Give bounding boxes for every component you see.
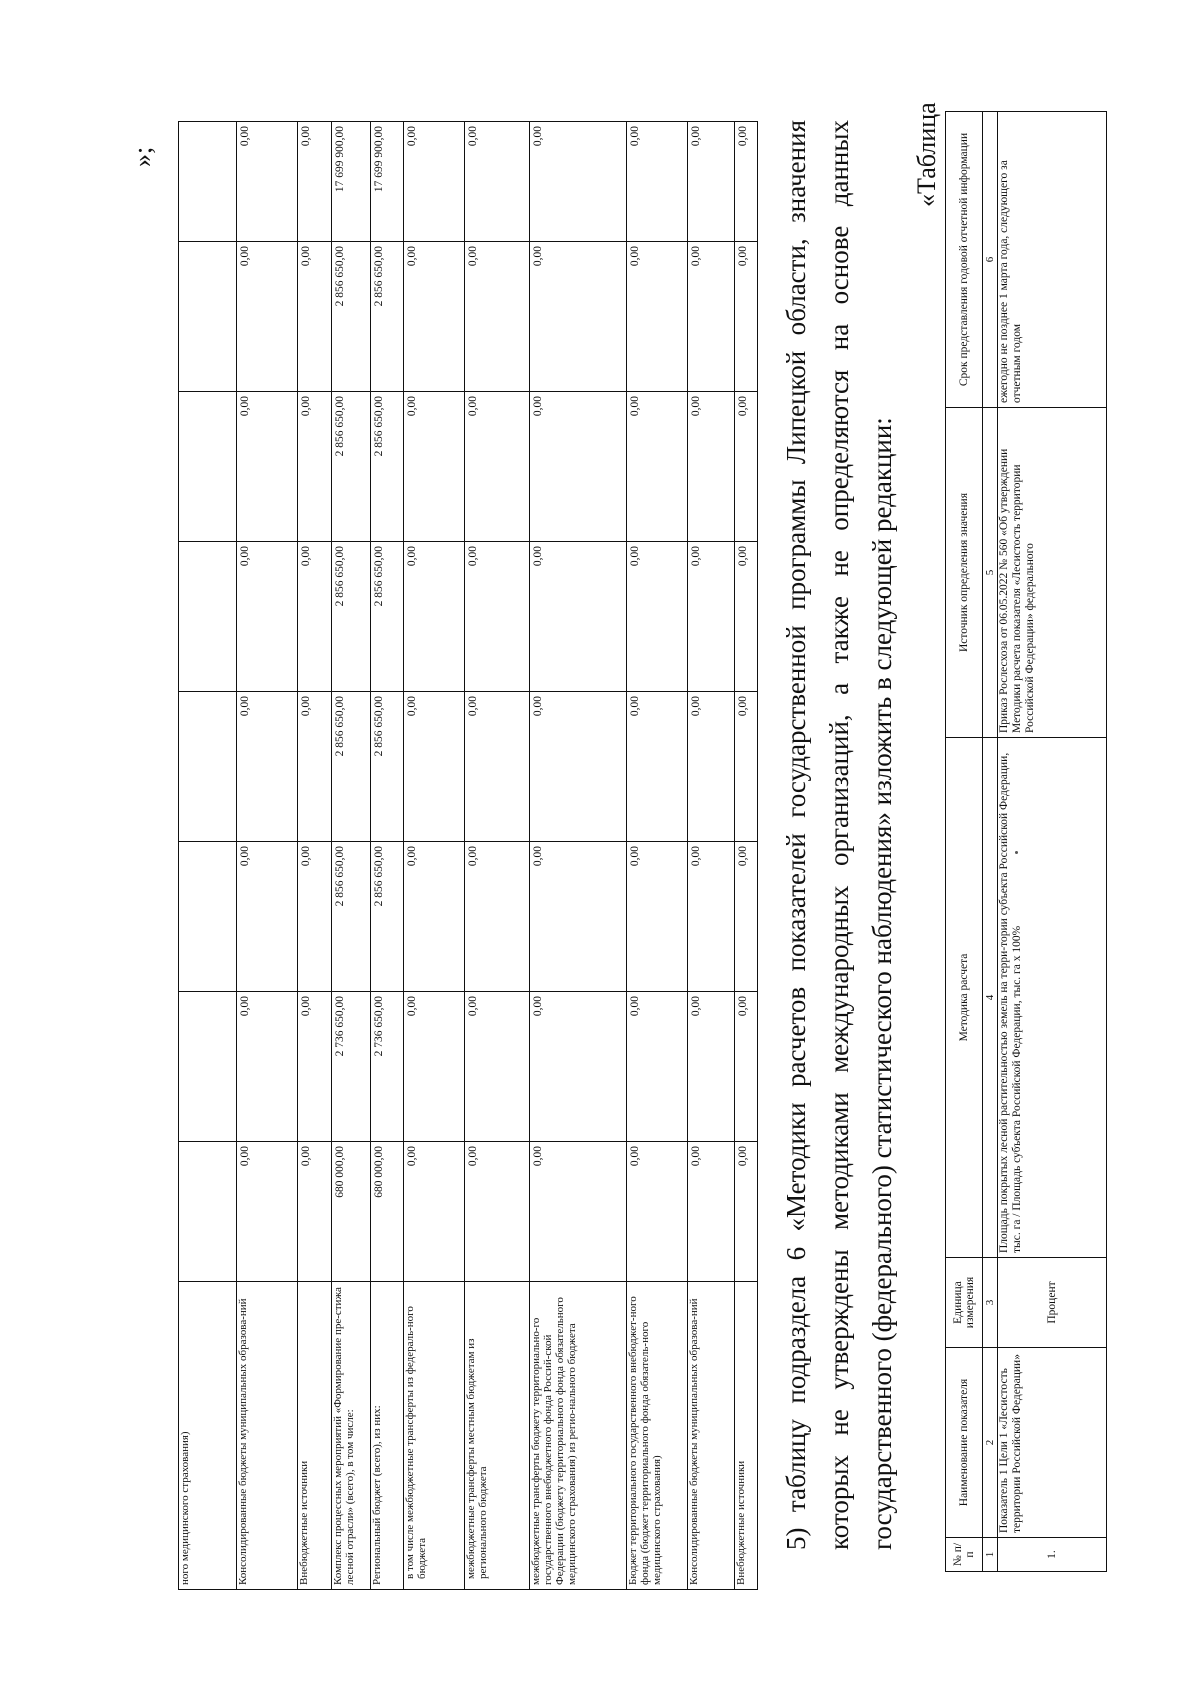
column-number: 4 [983,738,998,1258]
budget-row-label: Внебюджетные источники [735,1282,758,1590]
budget-cell: 0,00 [404,1142,465,1282]
budget-cell: 0,00 [404,122,465,242]
budget-cell: 2 856 650,00 [371,242,404,392]
budget-row-label: Внебюджетные источники [298,1282,332,1590]
budget-cell: 2 856 650,00 [332,542,371,692]
budget-cell: 0,00 [688,242,735,392]
budget-cell: 680 000,00 [371,1142,404,1282]
budget-cell [179,992,237,1142]
budget-cell: 0,00 [298,692,332,842]
budget-cell: 0,00 [404,242,465,392]
column-number: 1 [983,1538,998,1572]
budget-cell: 2 856 650,00 [371,842,404,992]
budget-row-label: в том числе межбюджетные трансферты из федераль-ного бюджета [404,1282,465,1590]
budget-cell: 0,00 [465,692,530,842]
indicators-header-row [946,112,983,1572]
header-deadline: Срок представления годовой отчетной информации [946,112,983,408]
budget-table [178,121,758,1590]
budget-row [530,122,627,1590]
budget-cell: 0,00 [465,992,530,1142]
budget-cell: 0,00 [627,1142,688,1282]
budget-row-label: межбюджетные трансферты местным бюджетам из регионального бюджета [465,1282,530,1590]
budget-cell: 0,00 [735,242,758,392]
budget-cell: 0,00 [530,542,627,692]
column-number: 6 [983,112,998,408]
budget-cell: 0,00 [688,122,735,242]
budget-cell: 2 856 650,00 [332,242,371,392]
budget-row-label: ного медицинского страхования) [179,1282,237,1590]
indicator-unit: Процент [998,1258,1107,1348]
budget-cell: 0,00 [404,992,465,1142]
budget-cell: 0,00 [735,122,758,242]
budget-cell: 0,00 [404,542,465,692]
indicator-source: Приказ Рослесхоза от 06.05.2022 № 560 «Об утверждении Методики расчета показателя «Лесистость территории Российской Федерации» федерального [998,408,1107,738]
budget-cell [179,842,237,992]
budget-cell [179,122,237,242]
budget-cell: 2 856 650,00 [371,542,404,692]
indicator-deadline: ежегодно не позднее 1 марта года, следующего за отчетным годом [998,112,1107,408]
header-name: Наименование показателя [946,1348,983,1538]
budget-cell: 2 856 650,00 [332,692,371,842]
budget-cell: 2 856 650,00 [371,692,404,842]
budget-cell: 0,00 [530,122,627,242]
table-caption: «Таблица [912,102,941,207]
budget-row-label: Комплекс процессных мероприятий «Формирование пре-стижа лесной отрасли» (всего), в том числе: [332,1282,371,1590]
header-source: Источник определения значения [946,408,983,738]
budget-cell: 0,00 [530,842,627,992]
budget-cell: 2 856 650,00 [332,392,371,542]
header-number: № п/п [946,1538,983,1572]
budget-cell: 0,00 [627,242,688,392]
budget-cell [179,392,237,542]
budget-cell: 0,00 [298,842,332,992]
budget-cell: 0,00 [530,992,627,1142]
closing-quote: »; [128,146,157,167]
budget-cell: 0,00 [530,242,627,392]
indicator-method: Площадь покрытых лесной растительностью земель на терри-тории субъекта Российской Федерации, тыс. га / Площадь субъекта Российской Федерации, тыс. га х 100% [998,738,1107,1258]
budget-cell: 0,00 [688,992,735,1142]
budget-cell: 0,00 [735,842,758,992]
column-number-row [983,112,998,1572]
budget-cell: 0,00 [735,992,758,1142]
budget-cell: 0,00 [237,242,298,392]
budget-cell: 0,00 [688,392,735,542]
budget-cell: 0,00 [404,692,465,842]
budget-cell: 0,00 [627,392,688,542]
budget-row [627,122,688,1590]
budget-cell: 0,00 [688,542,735,692]
indicator-row [998,112,1107,1572]
budget-cell: 0,00 [237,392,298,542]
budget-cell: 0,00 [237,1142,298,1282]
indicators-table [945,111,1107,1572]
budget-cell: 0,00 [298,392,332,542]
budget-row-label: Консолидированные бюджеты муниципальных образова-ний [237,1282,298,1590]
budget-cell: 680 000,00 [332,1142,371,1282]
budget-row [371,122,404,1590]
budget-cell [179,242,237,392]
budget-table-body [179,122,758,1590]
budget-row-label: Бюджет территориального государственного внебюджет-ного фонда (бюджет территориального фонда обязатель-ного медицинского страхования) [627,1282,688,1590]
budget-cell: 2 736 650,00 [332,992,371,1142]
budget-cell: 0,00 [298,992,332,1142]
budget-cell: 17 699 900,00 [332,122,371,242]
budget-cell [179,1142,237,1282]
budget-row [735,122,758,1590]
budget-cell: 0,00 [465,122,530,242]
budget-row-label: межбюджетные трансферты бюджету территориально-го государственного внебюджетного фонда Россий-ской Федерации (бюджету территориального фонда обязательного медицинского страхования) из регио-нального бюджета [530,1282,627,1590]
budget-cell: 0,00 [298,1142,332,1282]
budget-row [298,122,332,1590]
header-method: Методика расчета [946,738,983,1258]
column-number: 5 [983,408,998,738]
budget-cell [179,692,237,842]
budget-cell: 0,00 [404,392,465,542]
budget-cell: 0,00 [735,1142,758,1282]
budget-cell: 0,00 [627,692,688,842]
budget-row [179,122,237,1590]
budget-cell: 0,00 [298,242,332,392]
budget-cell: 0,00 [735,392,758,542]
budget-cell: 0,00 [237,122,298,242]
budget-cell: 0,00 [404,842,465,992]
budget-cell: 0,00 [627,992,688,1142]
budget-cell: 0,00 [465,1142,530,1282]
budget-cell: 0,00 [237,842,298,992]
budget-cell: 0,00 [688,692,735,842]
budget-cell: 2 736 650,00 [371,992,404,1142]
budget-cell: 0,00 [627,542,688,692]
budget-cell: 0,00 [237,992,298,1142]
budget-cell: 0,00 [735,542,758,692]
budget-cell: 0,00 [530,392,627,542]
budget-cell: 0,00 [298,542,332,692]
budget-row [465,122,530,1590]
budget-row [688,122,735,1590]
budget-cell: 0,00 [688,1142,735,1282]
header-unit: Единица измерения [946,1258,983,1348]
budget-cell: 0,00 [237,542,298,692]
budget-row-label: Консолидированные бюджеты муниципальных образова-ний [688,1282,735,1590]
budget-cell [179,542,237,692]
column-number: 2 [983,1348,998,1538]
indicator-number: 1. [998,1538,1107,1572]
budget-cell: 0,00 [530,692,627,842]
budget-cell: 0,00 [627,842,688,992]
budget-cell: 2 856 650,00 [332,842,371,992]
budget-row [237,122,298,1590]
budget-cell: 17 699 900,00 [371,122,404,242]
budget-cell: 0,00 [465,542,530,692]
scan-speck [1015,851,1018,854]
budget-cell: 0,00 [688,842,735,992]
budget-cell: 0,00 [465,842,530,992]
budget-row [332,122,371,1590]
indicator-name: Показатель 1 Цели 1 «Лесистость территории Российской Федерации» [998,1348,1107,1538]
budget-cell: 0,00 [298,122,332,242]
budget-cell: 0,00 [237,692,298,842]
budget-cell: 0,00 [465,392,530,542]
budget-cell: 0,00 [530,1142,627,1282]
budget-cell: 0,00 [465,242,530,392]
column-number: 3 [983,1258,998,1348]
budget-cell: 0,00 [735,692,758,842]
budget-cell: 0,00 [627,122,688,242]
budget-row-label: Региональный бюджет (всего), из них: [371,1282,404,1590]
amendment-paragraph: 5) таблицу подраздела 6 «Методики расчетов показателей государственной программы Липецкой области, значения которых не утверждены методиками международных организаций, а также не определяются на основе данных государственного (федерального) статистического наблюдения» изложить в следующей редакции: [781,120,897,1550]
budget-row [404,122,465,1590]
budget-cell: 2 856 650,00 [371,392,404,542]
